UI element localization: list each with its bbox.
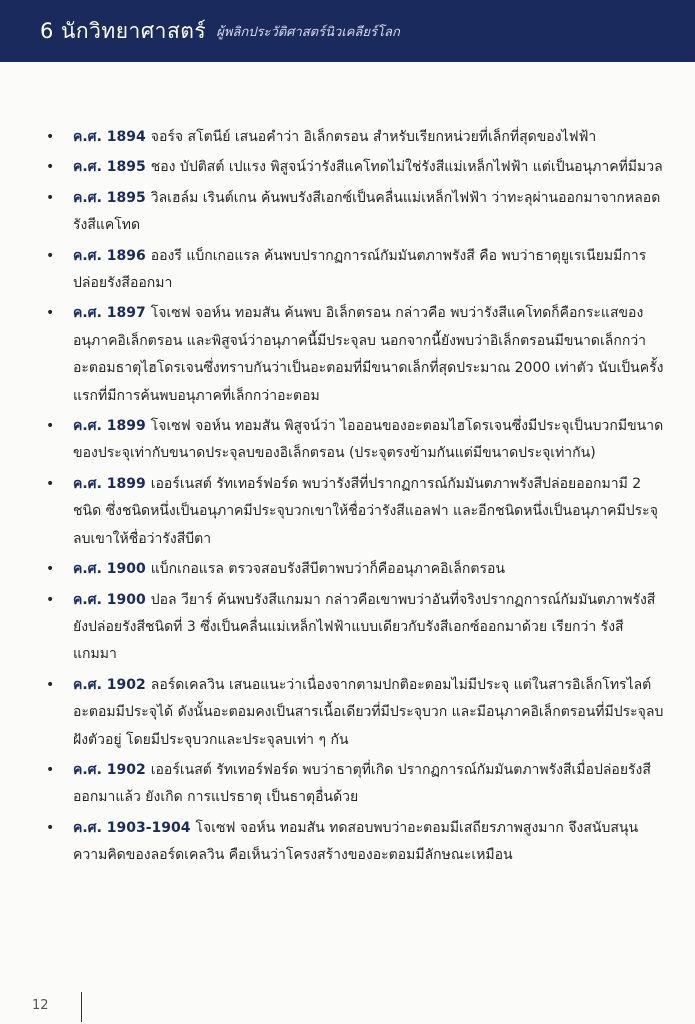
timeline-entry [26,243,666,298]
bullet-icon: • [46,591,55,608]
timeline-entry [26,154,666,181]
timeline-list [26,124,666,870]
bullet-icon: • [46,189,55,206]
entry-text: ชอง บัปติสต์ เปแรง พิสูจน์ว่ารังสีแคโทดไม่ใช่รังสีแม่เหล็กไฟฟ้า แต่เป็นอนุภาคที่มีมวล [150,159,663,176]
timeline-entry [26,757,666,812]
bullet-icon: • [46,676,55,693]
entry-year: ค.ศ. 1897 [73,305,146,322]
entry-year: ค.ศ. 1899 [73,418,146,435]
timeline-content [26,124,666,873]
footer-divider [81,992,82,1022]
bullet-icon: • [46,561,55,578]
timeline-entry [26,185,666,240]
timeline-entry [26,300,666,410]
bullet-icon: • [46,305,55,322]
entry-year: ค.ศ. 1900 [73,591,146,608]
entry-year: ค.ศ. 1899 [73,475,146,492]
page-number: 12 [32,998,49,1013]
entry-year: ค.ศ. 1902 [73,676,146,693]
entry-text: ปอล วียาร์ ค้นพบรังสีแกมมา กล่าวคือเขาพบว่าอันที่จริงปรากฏการณ์กัมมันตภาพรังสียังปล่อยรังสีชนิดที่ 3 ซึ่งเป็นคลื่นแม่เหล็กไฟฟ้าแบบเดียวกับรังสีเอกซ์ออกมาด้วย เรียกว่า รังสีแกมมา [73,591,656,663]
entry-text: จอร์จ สโตนีย์ เสนอคำว่า อิเล็กตรอน สำหรับเรียกหน่วยที่เล็กที่สุดของไฟฟ้า [150,129,597,145]
timeline-entry [26,815,666,870]
entry-text: เออร์เนสต์ รัทเทอร์ฟอร์ด พบว่ารังสีที่ปรากฏการณ์กัมมันตภาพรังสีปล่อยออกมามี 2 ชนิด ซึ่งชนิดหนึ่งเป็นอนุภาคมีประจุบวกเขาให้ชื่อว่ารังสีแอลฟา และอีกชนิดหนึ่งเป็นอนุภาคมีประจุลบเขาให้ชื่อว่ารังสีบีตา [73,475,658,547]
entry-year: ค.ศ. 1895 [73,159,146,176]
bullet-icon: • [46,819,55,836]
page-header [0,0,695,62]
timeline-entry [26,587,666,669]
timeline-entry [26,471,666,553]
entry-text: โจเซฟ จอห์น ทอมสัน ทดสอบพบว่าอะตอมมีเสถียรภาพสูงมาก จึงสนับสนุนความคิดของลอร์ดเคลวิน คือเห็นว่าโครงสร้างของอะตอมมีลักษณะเหมือน [73,819,639,864]
entry-year: ค.ศ. 1895 [73,189,146,206]
entry-text: ลอร์ดเคลวิน เสนอแนะว่าเนื่องจากตามปกติอะตอมไม่มีประจุ แต่ในสารอิเล็กโทรไลต์อะตอมมีประจุได้ ดังนั้นอะตอมคงเป็นสารเนื้อเดียวที่มีประจุบวก และมีอนุภาคอิเล็กตรอนที่มีประจุลบฝังตัวอยู่ โดยมีประจุบวกและประจุลบเท่า ๆ กัน [73,676,664,748]
entry-text: โจเซฟ จอห์น ทอมสัน พิสูจน์ว่า ไอออนของอะตอมไฮโดรเจนซึ่งมีประจุเป็นบวกมีขนาดของประจุเท่ากับขนาดประจุลบของอิเล็กตรอน (ประจุตรงข้ามกันแต่มีขนาดประจุเท่ากัน) [73,418,664,462]
bullet-icon: • [46,418,55,435]
bullet-icon: • [46,129,55,145]
entry-text: โจเซฟ จอห์น ทอมสัน ค้นพบ อิเล็กตรอน กล่าวคือ พบว่ารังสีแคโทดก็คือกระแสของอนุภาคอิเล็กตรอน และพิสูจน์ว่าอนุภาคนี้มีประจุลบ นอกจากนี้ยังพบว่าอิเล็กตรอนมีขนาดเล็กกว่าอะตอมธาตุไฮโดรเจนซึ่งทราบกันว่าเป็นอะตอมที่มีขนาดเล็กที่สุดประมาณ 2000 เท่าตัว นับเป็นครั้งแรกที่มีการค้นพบอนุภาคที่เล็กกว่าอะตอม [73,305,664,404]
entry-year: ค.ศ. 1902 [73,761,146,778]
timeline-entry [26,556,666,583]
entry-text: เออร์เนสต์ รัทเทอร์ฟอร์ด พบว่าธาตุที่เกิด ปรากฏการณ์กัมมันตภาพรังสีเมื่อปล่อยรังสีออกมาแล้ว ยังเกิด การแปรธาตุ เป็นธาตุอื่นด้วย [73,761,651,806]
bullet-icon: • [46,159,55,176]
bullet-icon: • [46,761,55,778]
timeline-entry [26,672,666,754]
entry-year: ค.ศ. 1900 [73,561,146,578]
entry-year: ค.ศ. 1903-1904 [73,819,191,836]
timeline-entry [26,413,666,468]
header-title: 6 นักวิทยาศาสตร์ [40,18,207,43]
entry-text: อองรี แบ็กเกอแรล ค้นพบปรากฏการณ์กัมมันตภาพรังสี คือ พบว่าธาตุยูเรเนียมมีการปล่อยรังสีออกมา [73,247,647,292]
header-subtitle: ผู้พลิกประวัติศาสตร์นิวเคลียร์โลก [216,24,400,40]
bullet-icon: • [46,475,55,492]
entry-text: วิลเฮล์ม เรินต์เกน ค้นพบรังสีเอกซ์เป็นคลื่นแม่เหล็กไฟฟ้า ว่าทะลุผ่านออกมาจากหลอดรังสีแคโทด [73,189,661,234]
entry-text: แบ็กเกอแรล ตรวจสอบรังสีบีตาพบว่าก็คืออนุภาคอิเล็กตรอน [150,561,505,578]
timeline-entry [26,124,666,151]
bullet-icon: • [46,247,55,264]
entry-year: ค.ศ. 1896 [73,247,146,264]
entry-year: ค.ศ. 1894 [73,129,146,145]
